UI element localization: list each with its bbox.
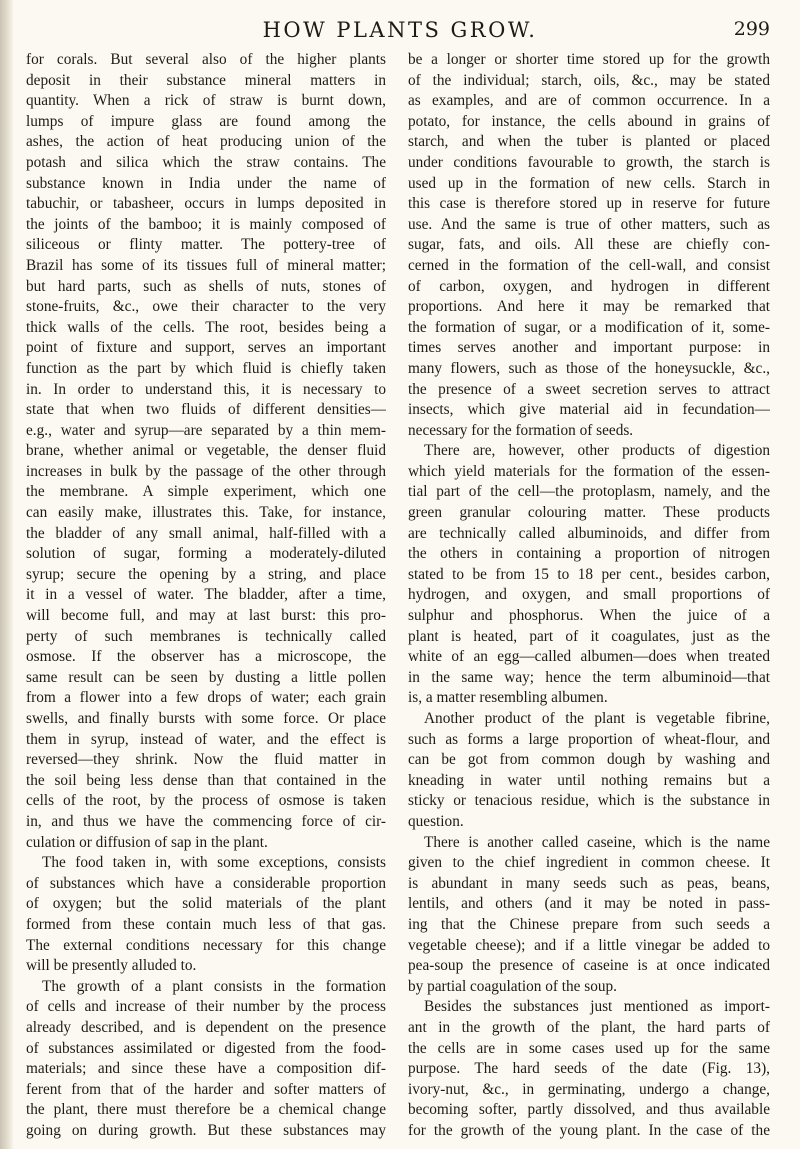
text-line: cerned in the formation of the cell-wall, and consist [408, 256, 770, 274]
text-line: such as forms a large proportion of wheat-flour, and [408, 730, 770, 748]
text-line: stated to be from 15 to 18 per cent., besides carbon, [408, 565, 770, 583]
text-line: substance known in India under the name of [26, 174, 386, 192]
text-line: thick walls of the cells. The root, besides being a [26, 318, 386, 336]
text-line: as examples, and are of common occurrence. In a [408, 92, 770, 110]
page-gutter-shadow [0, 0, 14, 1149]
page-number: 299 [733, 18, 770, 40]
text-line: for the growth of the young plant. In the case of the [408, 1121, 770, 1139]
text-line: siliceous or flinty matter. The pottery-tree of [26, 236, 386, 254]
running-title: HOW PLANTS GROW. [262, 18, 538, 42]
text-line: materials; and since these have a composition dif- [26, 1060, 386, 1078]
text-line: them in syrup, instead of water, and the effect is [26, 730, 386, 748]
text-line: times serves another and important purpose: in [408, 339, 770, 357]
text-line: is abundant in many seeds such as peas, beans, [408, 874, 770, 892]
text-line: many flowers, such as those of the honeysuckle, &c., [408, 359, 770, 377]
text-line: can be got from common dough by washing and [408, 751, 770, 769]
text-column-left [26, 50, 386, 1141]
text-line: starch, and when the tuber is planted or placed [408, 133, 770, 151]
text-line: by partial coagulation of the soup. [408, 977, 618, 995]
text-line: potash and silica which the straw contains. The [26, 153, 386, 171]
page-header [0, 14, 800, 48]
text-line: can easily make, illustrates this. Take, for instance, [26, 504, 386, 522]
text-line: will become full, and may at last burst: this pro- [26, 607, 386, 625]
text-line: the formation of sugar, or a modification of it, some- [408, 318, 770, 336]
text-line: under conditions favourable to growth, the starch is [408, 153, 770, 171]
text-line: question. [408, 812, 464, 830]
text-line: it in a vessel of water. The bladder, after a time, [26, 586, 386, 604]
text-line: solution of sugar, forming a moderately-diluted [26, 545, 386, 563]
text-line: insects, which give material aid in fecundation— [408, 401, 770, 419]
text-line: in the same way; hence the term albuminoid—that [408, 668, 770, 686]
text-line: There are, however, other products of digestion [424, 442, 770, 460]
text-line: culation or diffusion of sap in the plant. [26, 833, 268, 851]
text-line: reversed—they shrink. Now the fluid matter in [26, 751, 386, 769]
text-line: of the individual; starch, oils, &c., may be stated [408, 71, 770, 89]
text-line: perty of such membranes is technically called [26, 627, 386, 645]
text-line: are technically called albuminoids, and differ from [408, 524, 770, 542]
text-line: the joints of the bamboo; it is mainly composed of [26, 215, 386, 233]
text-line: sticky or tenacious residue, which is the substance in [408, 792, 770, 810]
text-line: the bladder of any small animal, half-filled with a [26, 524, 386, 542]
text-line: formed from these contain much less of that gas. [26, 915, 386, 933]
text-line: going on during growth. But these substances may [26, 1121, 386, 1139]
text-line: pea-soup the presence of caseine is at once indicated [408, 957, 770, 975]
text-line: lentils, and others (and it may be noted in pass- [408, 895, 770, 913]
text-line: ing that the Chinese prepare from such seeds a [408, 915, 770, 933]
text-line: Another product of the plant is vegetable fibrine, [424, 710, 770, 727]
text-line: the cells are in some cases used up for the same [408, 1039, 770, 1057]
text-line: this case is therefore stored up in reserve for future [408, 195, 770, 213]
text-line: which yield materials for the formation of the essen- [408, 462, 770, 480]
text-line: same result can be seen by dusting a little pollen [26, 668, 386, 686]
text-line: ivory-nut, &c., in germinating, undergo a change, [408, 1080, 770, 1098]
text-line: purpose. The hard seeds of the date (Fig. 13), [408, 1060, 770, 1078]
text-line: of cells and increase of their number by the process [26, 998, 386, 1016]
text-line: the presence of a sweet secretion serves to attract [408, 380, 770, 398]
text-line: The external conditions necessary for this change [26, 936, 386, 954]
text-line: will be presently alluded to. [26, 957, 197, 975]
text-line: proportions. And here it may be remarked that [408, 298, 770, 316]
text-line: hydrogen, and oxygen, and small proportions of [408, 586, 770, 604]
text-line: tial part of the cell—the protoplasm, namely, and the [408, 483, 770, 501]
text-line: deposit in their substance mineral matters in [26, 71, 386, 89]
text-line: cells of the root, by the process of osmose is taken [26, 792, 386, 810]
text-line: kneading in water until nothing remains but a [408, 771, 770, 789]
text-line: from a flower into a few drops of water; each grain [26, 689, 386, 707]
text-line: vegetable cheese); and if a little vinegar be added to [408, 936, 770, 954]
text-line: ant in the growth of the plant, the hard parts of [408, 1018, 770, 1036]
text-line: plant is heated, part of it coagulates, just as the [408, 627, 770, 645]
text-line: becoming softer, partly dissolved, and thus available [408, 1101, 770, 1119]
text-line: function as the part by which fluid is chiefly taken [26, 359, 386, 377]
text-line: is, a matter resembling albumen. [408, 689, 608, 707]
text-line: osmose. If the observer has a microscope, the [26, 648, 386, 666]
text-line: stone-fruits, &c., owe their character to the very [26, 298, 386, 316]
text-line: of carbon, oxygen, and hydrogen in different [408, 277, 770, 295]
text-line: given to the chief ingredient in common cheese. It [408, 854, 770, 872]
text-line: of oxygen; but the solid materials of the plant [26, 895, 386, 913]
text-line: the others in containing a proportion of nitrogen [408, 545, 770, 563]
text-line: quantity. When a rick of straw is burnt down, [26, 92, 386, 110]
text-line: point of fixture and support, serves an important [26, 339, 386, 357]
text-line: lumps of impure glass are found among the [26, 112, 386, 130]
text-line: sugar, fats, and oils. All these are chiefly con- [408, 236, 770, 254]
text-line: Besides the substances just mentioned as import- [424, 998, 770, 1016]
text-line: potato, for instance, the cells abound in grains of [408, 112, 770, 130]
text-line: swells, and finally bursts with some force. Or place [26, 710, 386, 727]
text-line: state that when two fluids of different densities— [26, 401, 386, 419]
text-line: sulphur and phosphorus. When the juice of a [408, 607, 770, 625]
text-line: The growth of a plant consists in the formation [42, 977, 386, 995]
text-line: necessary for the formation of seeds. [408, 421, 634, 439]
text-line: be a longer or shorter time stored up for the growth [408, 51, 770, 68]
text-line: the soil being less dense than that contained in the [26, 771, 386, 789]
text-line: There is another called caseine, which is the name [424, 833, 770, 851]
text-line: used up in the formation of new cells. Starch in [408, 174, 770, 192]
text-line: green granular colouring matter. These products [408, 504, 770, 522]
text-line: e.g., water and syrup—are separated by a thin mem- [26, 421, 386, 439]
text-line: already described, and is dependent on the presence [26, 1018, 386, 1036]
text-line: for corals. But several also of the higher plants [26, 51, 386, 68]
text-line: use. And the same is true of other matters, such as [408, 215, 770, 233]
text-line: of substances assimilated or digested from the food- [26, 1039, 386, 1057]
text-line: brane, whether animal or vegetable, the denser fluid [26, 442, 386, 460]
text-line: in. In order to understand this, it is necessary to [26, 380, 386, 398]
text-line: the membrane. A simple experiment, which one [26, 483, 386, 501]
text-line: syrup; secure the opening by a string, and place [26, 565, 386, 583]
text-line: of substances which have a considerable proportion [26, 874, 386, 892]
text-line: ferent from that of the harder and softer matters of [26, 1080, 386, 1098]
text-line: but hard parts, such as shells of nuts, stones of [26, 277, 386, 295]
text-line: The food taken in, with some exceptions, consists [42, 854, 386, 872]
text-line: ashes, the action of heat producing union of the [26, 133, 386, 151]
text-line: tabuchir, or tabasheer, occurs in lumps deposited in [26, 195, 386, 213]
text-line: white of an egg—called albumen—does when treated [408, 648, 770, 666]
text-line: the plant, there must therefore be a chemical change [26, 1101, 386, 1119]
text-line: Brazil has some of its tissues full of mineral matter; [26, 256, 386, 274]
text-line: increases in bulk by the passage of the other through [26, 462, 386, 480]
text-line: in, and thus we have the commencing force of cir- [26, 812, 386, 830]
text-column-right [408, 50, 770, 1141]
